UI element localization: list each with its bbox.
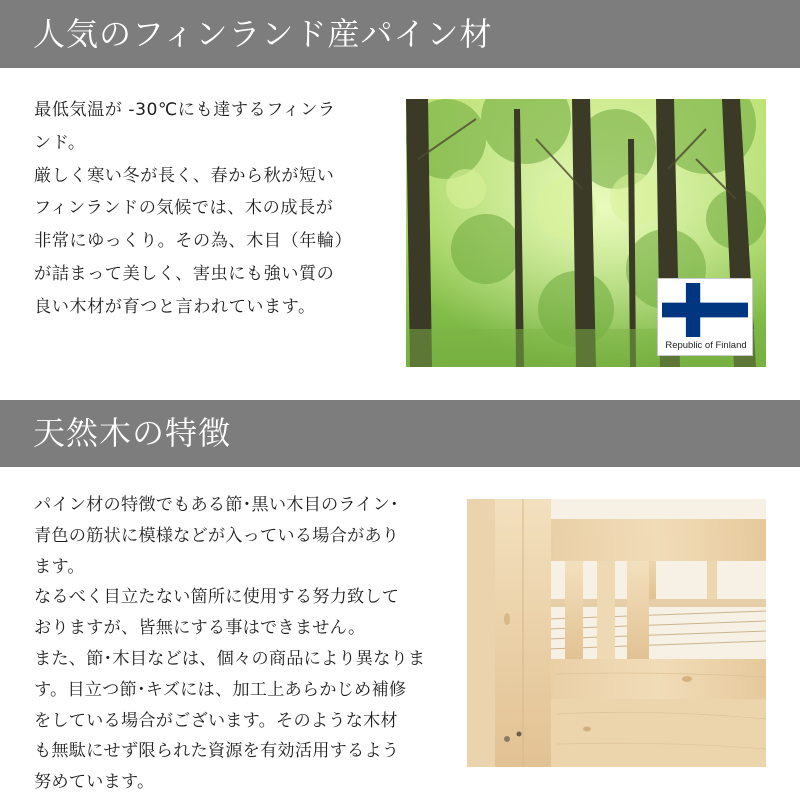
heading-text: 天然木の特徴 xyxy=(33,414,232,452)
paragraph-line: 青色の筋状に模様などが入っている場合があり xyxy=(34,525,400,546)
paragraph-line: 厳しく寒い冬が長く、春から秋が短い xyxy=(34,165,335,186)
paragraph-line: また、節･木目などは、個々の商品により異なりま xyxy=(34,648,426,669)
paragraph-line: なるべく目立たない箇所に使用する努力致して xyxy=(34,587,400,608)
natural-wood-description xyxy=(34,490,425,798)
finland-description xyxy=(34,94,352,324)
pine-bed-image xyxy=(467,499,766,767)
finland-flag-badge xyxy=(657,278,753,356)
paragraph-line: フィンランドの気候では、木の成長が xyxy=(34,198,334,219)
paragraph-line: をしている場合がございます。そのような木材 xyxy=(34,710,398,731)
paragraph-line: 非常にゆっくり。その為、木目（年輪） xyxy=(34,231,353,252)
paragraph-line: が詰まって美しく、害虫にも強い質の xyxy=(34,263,335,284)
section-heading-natural-wood xyxy=(0,400,800,467)
paragraph-line: も無駄にせず限られた資源を有効活用するよう xyxy=(34,741,400,762)
paragraph-line: パイン材の特徴でもある節･黒い木目のライン･ xyxy=(34,495,399,515)
section-heading-finland-pine xyxy=(0,0,800,68)
paragraph-line: 良い木材が育つと言われています。 xyxy=(34,296,316,317)
paragraph-line: ンド。 xyxy=(34,132,86,153)
paragraph-line: 努めています。 xyxy=(34,772,155,793)
paragraph-line: ます。 xyxy=(34,556,85,577)
paragraph-line: 最低気温が -30℃にも達するフィンラ xyxy=(34,100,336,120)
finland-flag-icon xyxy=(662,283,748,337)
paragraph-line: す。目立つ節･キズには、加工上あらかじめ補修 xyxy=(34,679,407,700)
paragraph-line: おりますが、皆無にする事はできません。 xyxy=(34,618,366,639)
flag-caption: Republic of Finland xyxy=(665,340,747,351)
heading-text: 人気のフィンランド産パイン材 xyxy=(33,15,493,53)
